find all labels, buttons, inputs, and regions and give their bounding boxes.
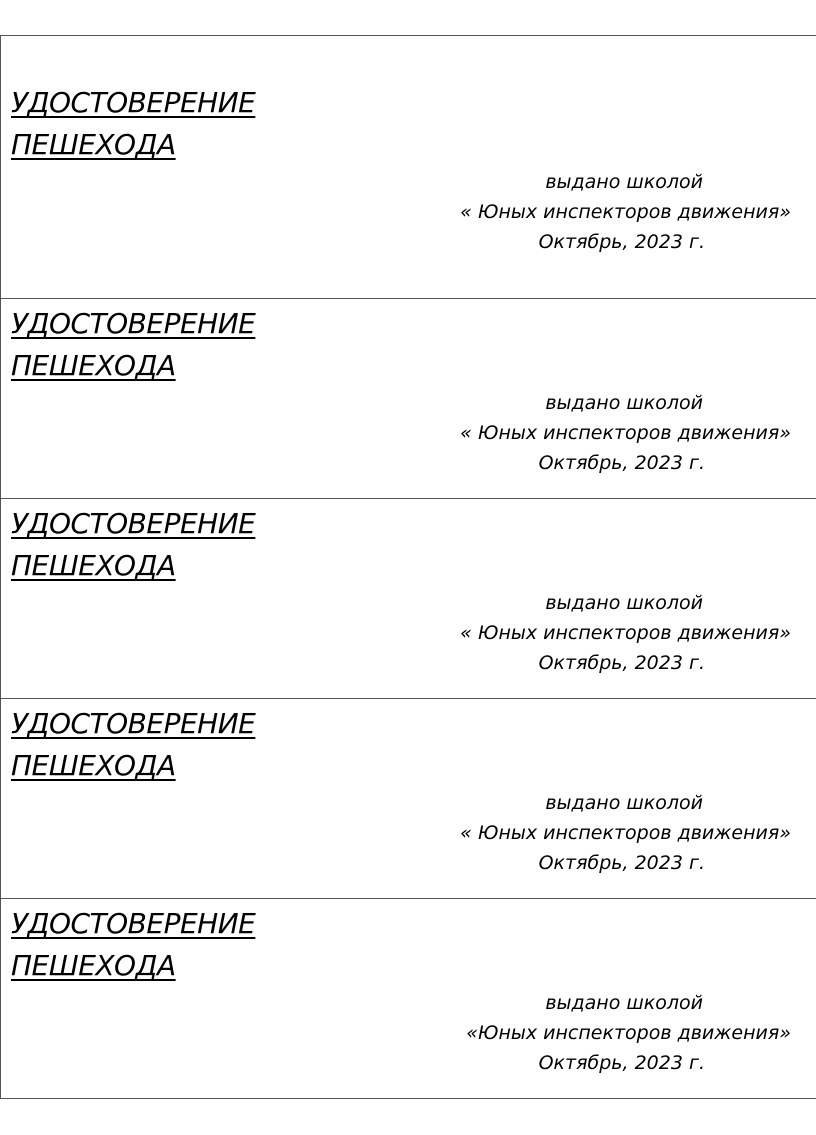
certificate-title-line: ПЕШЕХОДА — [11, 749, 176, 782]
issuer-block — [401, 167, 791, 257]
certificate-title — [11, 703, 255, 787]
certificate-title-line: УДОСТОВЕРЕНИЕ — [11, 307, 256, 340]
issue-date: Октябрь, 2023 г. — [538, 852, 705, 874]
issuer-block — [401, 788, 791, 878]
school-name: « Юных инспекторов движения» — [460, 422, 791, 444]
certificate-title — [11, 503, 255, 587]
pedestrian-certificate-card — [1, 699, 816, 899]
certificate-title-line: УДОСТОВЕРЕНИЕ — [11, 707, 256, 740]
issue-date: Октябрь, 2023 г. — [538, 652, 705, 674]
issued-by-text: выдано школой — [545, 392, 703, 414]
pedestrian-certificate-card — [1, 499, 816, 699]
pedestrian-certificate-card — [1, 36, 816, 299]
issuer-block — [401, 388, 791, 478]
issuer-block — [401, 988, 791, 1078]
issue-date: Октябрь, 2023 г. — [538, 452, 705, 474]
certificate-title-line: ПЕШЕХОДА — [11, 349, 176, 382]
issued-by-text: выдано школой — [545, 992, 703, 1014]
certificate-title — [11, 303, 255, 387]
certificate-title-line: ПЕШЕХОДА — [11, 128, 176, 161]
certificate-title — [11, 82, 255, 166]
certificate-title-line: УДОСТОВЕРЕНИЕ — [11, 86, 256, 119]
issued-by-text: выдано школой — [545, 792, 703, 814]
school-name: « Юных инспекторов движения» — [460, 201, 791, 223]
issued-by-text: выдано школой — [545, 171, 703, 193]
issued-by-text: выдано школой — [545, 592, 703, 614]
issuer-block — [401, 588, 791, 678]
pedestrian-certificate-card — [1, 899, 816, 1099]
certificate-title-line: УДОСТОВЕРЕНИЕ — [11, 507, 256, 540]
issue-date: Октябрь, 2023 г. — [538, 1052, 705, 1074]
certificate-sheet — [0, 35, 816, 1099]
certificate-title-line: УДОСТОВЕРЕНИЕ — [11, 907, 256, 940]
school-name: «Юных инспекторов движения» — [466, 1022, 791, 1044]
certificate-title-line: ПЕШЕХОДА — [11, 549, 176, 582]
certificate-title-line: ПЕШЕХОДА — [11, 949, 176, 982]
school-name: « Юных инспекторов движения» — [460, 822, 791, 844]
pedestrian-certificate-card — [1, 299, 816, 499]
certificate-title — [11, 903, 255, 987]
issue-date: Октябрь, 2023 г. — [538, 231, 705, 253]
school-name: « Юных инспекторов движения» — [460, 622, 791, 644]
